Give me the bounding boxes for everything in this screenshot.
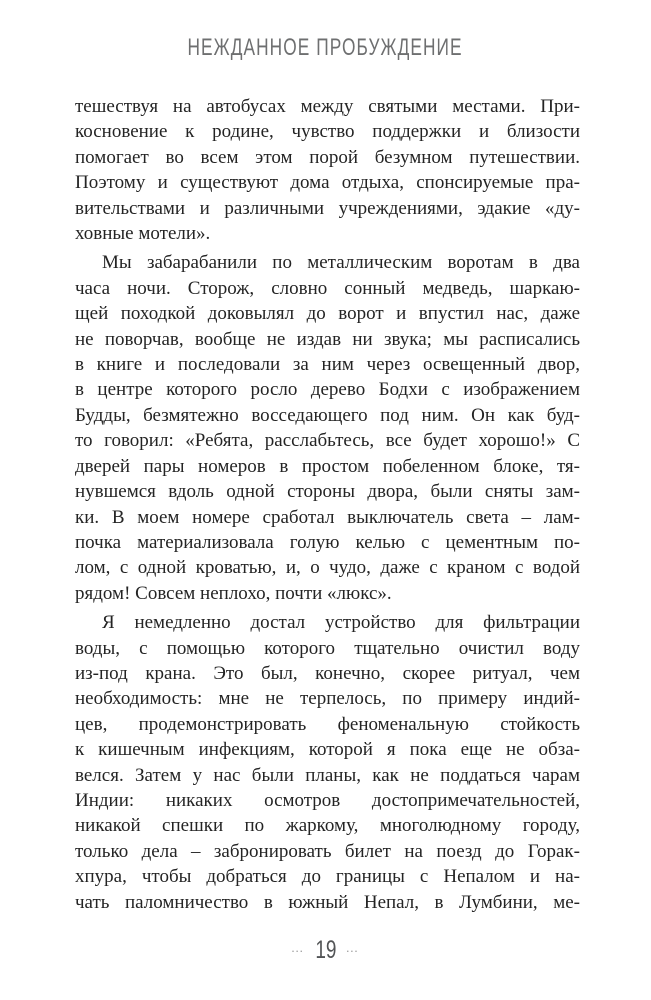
text-line: ки. В моем номере сработал выключатель света – лам-	[75, 506, 580, 528]
paragraph	[75, 94, 580, 246]
text-line: часа ночи. Сторож, словно сонный медведь, шаркаю-	[75, 277, 580, 299]
text-line: щей походкой доковылял до ворот и впустил нас, даже	[75, 303, 580, 325]
text-line: к кишечным инфекциям, которой я пока еще не обза-	[75, 739, 580, 761]
text-line: Мы забарабанили по металлическим воротам в два	[102, 252, 580, 274]
text-line: велся. Затем у нас были планы, как не поддаться чарам	[75, 764, 580, 786]
text-line: Индии: никаких осмотров достопримечательностей,	[75, 789, 580, 811]
paragraph	[75, 250, 580, 606]
text-line: ховные мотели».	[75, 223, 211, 245]
text-line: нувшемся вдоль одной стороны двора, были сняты зам-	[75, 481, 580, 503]
footer-ornament-left: …	[290, 940, 306, 956]
text-line: необходимость: мне не терпелось, по примеру индий-	[75, 688, 580, 710]
text-line: чать паломничество в южный Непал, в Лумбини, ме-	[75, 891, 580, 913]
text-line: никакой спешки по жаркому, многолюдному городу,	[75, 815, 580, 837]
text-line: в книге и последовали за ним через освещенный двор,	[75, 354, 580, 376]
text-line: в центре которого росло дерево Бодхи с изображением	[75, 379, 580, 401]
page-footer	[0, 936, 651, 965]
text-line: рядом! Совсем неплохо, почти «люкс».	[75, 582, 392, 604]
text-line: лом, с одной кроватью, и, о чудо, даже с краном с водой	[75, 557, 580, 579]
text-line: только дела – забронировать билет на поезд до Горак-	[75, 840, 580, 862]
text-line: не поворчав, вообще не издав ни звука; мы расписались	[75, 328, 580, 350]
text-line: помогает во всем этом порой безумном путешествии.	[75, 146, 580, 168]
text-line: тешествуя на автобусах между святыми местами. При-	[75, 96, 580, 117]
text-line: Поэтому и существуют дома отдыха, спонсируемые пра-	[75, 172, 580, 194]
text-line: то говорил: «Ребята, расслабьтесь, все будет хорошо!» С	[75, 430, 580, 452]
text-line: из-под крана. Это был, конечно, скорее ритуал, чем	[75, 662, 580, 684]
chapter-title: НЕЖДАННОЕ ПРОБУЖДЕНИЕ	[187, 34, 464, 61]
text-line: Будды, безмятежно восседающего под ним. Он как буд-	[75, 404, 580, 426]
page-number: 19	[314, 936, 337, 964]
text-line: косновение к родине, чувство поддержки и близости	[75, 121, 580, 143]
text-line: Я немедленно достал устройство для фильтрации	[102, 612, 580, 634]
text-line: дверей пары номеров в простом побеленном блоке, тя-	[75, 455, 580, 477]
text-line: хпура, чтобы добраться до границы с Непалом и на-	[75, 866, 580, 888]
text-line: почка материализовала голую келью с цементным по-	[75, 531, 580, 553]
text-line: цев, продемонстрировать феноменальную стойкость	[75, 713, 580, 735]
chapter-header	[0, 34, 651, 62]
footer-ornament-right: …	[345, 940, 361, 956]
paragraph	[75, 610, 580, 915]
body-text	[75, 94, 580, 915]
text-line: вительствами и различными учреждениями, эдакие «ду-	[75, 197, 580, 219]
text-line: воды, с помощью которого тщательно очистил воду	[75, 637, 580, 659]
